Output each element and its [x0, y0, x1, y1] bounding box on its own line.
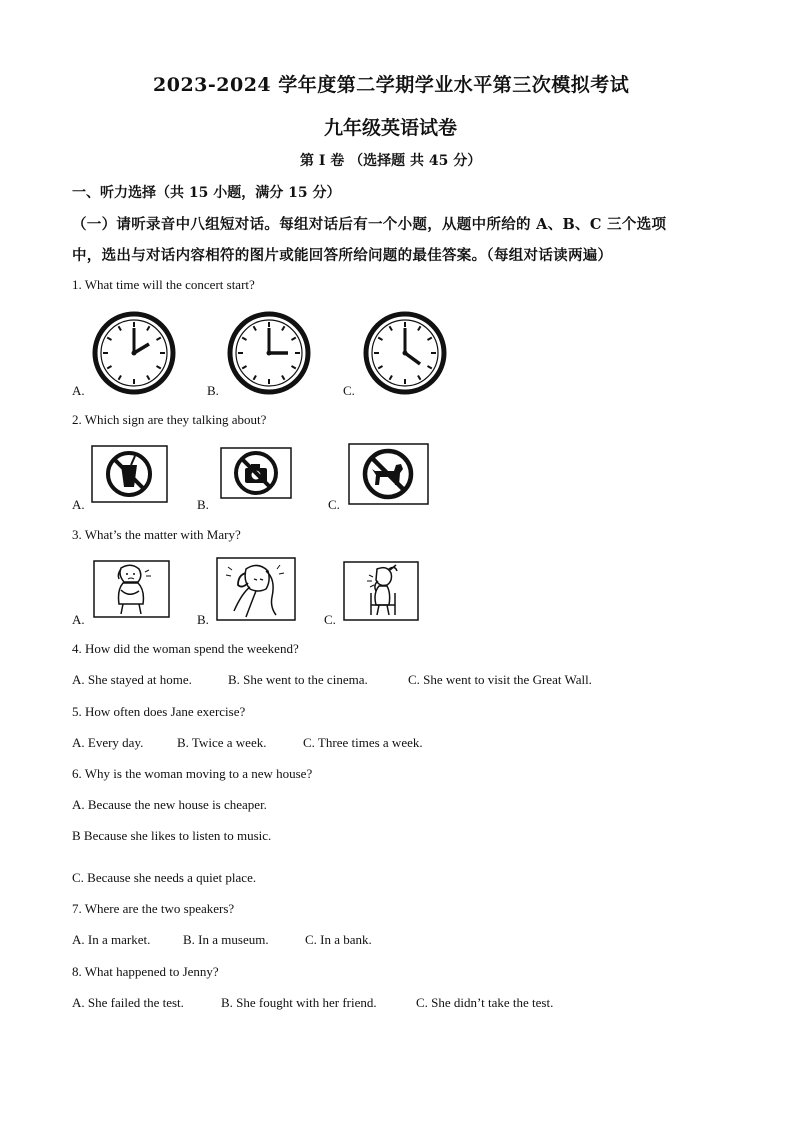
q5-option-a[interactable]: A. Every day. — [72, 735, 144, 750]
clock-four-thirty-icon — [363, 311, 447, 395]
q4-option-c[interactable]: C. She went to visit the Great Wall. — [408, 672, 592, 687]
q8-option-a[interactable]: A. She failed the test. — [72, 995, 184, 1010]
instruction-line-1: （一）请听录音中八组短对话。每组对话后有一个小题，从题中所给的 A、B、C 三个选项 — [72, 216, 667, 233]
q3-option-b[interactable]: B. — [197, 612, 209, 627]
clock-three-oclock-icon — [227, 311, 311, 395]
cough-girl-icon — [343, 561, 419, 621]
q6-option-b[interactable]: B Because she likes to listen to music. — [72, 828, 272, 843]
question-5: 5. How often does Jane exercise? — [72, 704, 246, 719]
question-6: 6. Why is the woman moving to a new house? — [72, 766, 313, 781]
q8-option-b[interactable]: B. She fought with her friend. — [221, 995, 377, 1010]
no-dogs-sign-icon — [348, 443, 429, 505]
question-3: 3. What’s the matter with Mary? — [72, 527, 241, 542]
question-4: 4. How did the woman spend the weekend? — [72, 641, 299, 656]
clock-two-oclock-icon — [92, 311, 176, 395]
q8-option-c[interactable]: C. She didn’t take the test. — [416, 995, 554, 1010]
q3-option-a[interactable]: A. — [72, 612, 85, 627]
headache-girl-icon — [216, 557, 296, 621]
q1-option-a[interactable]: A. — [72, 383, 85, 398]
q1-option-b[interactable]: B. — [207, 383, 219, 398]
q2-option-a[interactable]: A. — [72, 497, 85, 512]
q7-option-b[interactable]: B. In a museum. — [183, 932, 269, 947]
instruction-line-2: 中，选出与对话内容相符的图片或能回答所给问题的最佳答案。（每组对话读两遍） — [72, 247, 613, 264]
question-1: 1. What time will the concert start? — [72, 277, 255, 292]
section-heading: 一、听力选择（共 15 小题，满分 15 分） — [72, 185, 341, 201]
q2-option-b[interactable]: B. — [197, 497, 209, 512]
part-heading: 第 I 卷 （选择题 共 45 分） — [300, 153, 482, 169]
q6-option-c[interactable]: C. Because she needs a quiet place. — [72, 870, 257, 885]
q7-option-a[interactable]: A. In a market. — [72, 932, 151, 947]
question-2: 2. Which sign are they talking about? — [72, 412, 267, 427]
stomachache-girl-icon — [93, 560, 170, 618]
q7-option-c[interactable]: C. In a bank. — [305, 932, 372, 947]
question-8: 8. What happened to Jenny? — [72, 964, 219, 979]
q6-option-a[interactable]: A. Because the new house is cheaper. — [72, 797, 267, 812]
exam-subtitle: 九年级英语试卷 — [324, 117, 458, 139]
no-photos-sign-icon — [220, 447, 292, 499]
q4-option-a[interactable]: A. She stayed at home. — [72, 672, 192, 687]
q2-option-c[interactable]: C. — [328, 497, 340, 512]
q1-option-c[interactable]: C. — [343, 383, 355, 398]
no-drinks-sign-icon — [91, 445, 168, 503]
q4-option-b[interactable]: B. She went to the cinema. — [228, 672, 368, 687]
question-7: 7. Where are the two speakers? — [72, 901, 235, 916]
q5-option-c[interactable]: C. Three times a week. — [303, 735, 423, 750]
exam-title: 2023-2024 学年度第二学期学业水平第三次模拟考试 — [153, 74, 630, 96]
q3-option-c[interactable]: C. — [324, 612, 336, 627]
q5-option-b[interactable]: B. Twice a week. — [177, 735, 267, 750]
